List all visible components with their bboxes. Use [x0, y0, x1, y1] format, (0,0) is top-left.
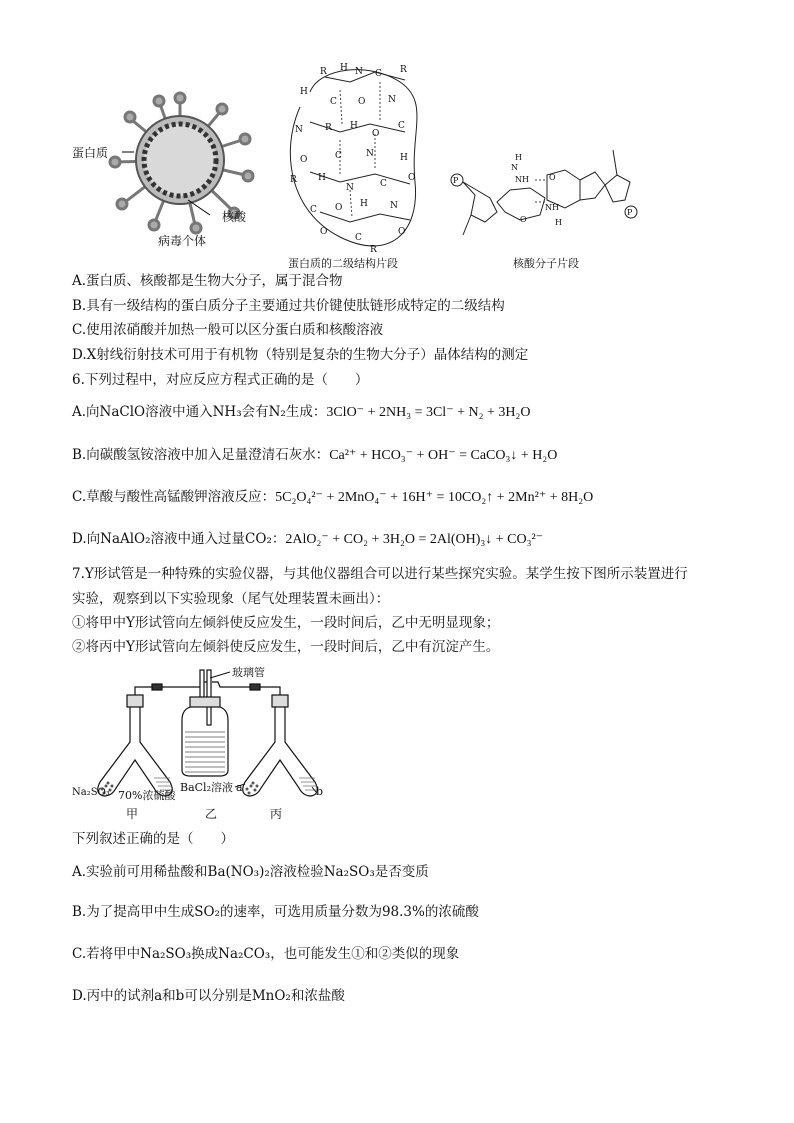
protein-secondary-structure-diagram: [280, 62, 435, 257]
q6-option-c-text: C.草酸与酸性高锰酸钾溶液反应：: [72, 489, 276, 505]
svg-text:O: O: [408, 173, 416, 183]
svg-text:R: R: [400, 65, 407, 75]
nucleic-acid-diagram: [435, 140, 655, 250]
svg-text:N: N: [390, 201, 398, 211]
svg-text:C: C: [310, 205, 317, 215]
nucleic-acid-caption: 核酸分子片段: [513, 257, 579, 270]
q7-option-a: A.实验前可用稀盐酸和Ba(NO₃)₂溶液检验Na₂SO₃是否变质: [72, 864, 429, 880]
svg-text:NH: NH: [545, 203, 559, 212]
glass-tube-label: 玻璃管: [232, 666, 265, 679]
svg-text:N: N: [366, 149, 374, 159]
svg-text:NH: NH: [515, 175, 529, 184]
svg-text:O: O: [372, 129, 380, 139]
svg-text:C: C: [398, 121, 405, 131]
svg-text:R: R: [320, 67, 327, 77]
q6-option-b-equation: Ca²⁺ + HCO₃⁻ + OH⁻ = CaCO₃↓ + H₂O: [329, 448, 558, 463]
q7-question: 下列叙述正确的是（ ）: [72, 831, 234, 847]
apparatus-bing-label: 丙: [270, 807, 283, 821]
q6-option-d-text: D.向NaAlO₂溶液中通入过量CO₂：: [72, 531, 286, 547]
q6-stem: 6.下列过程中，对应反应方程式正确的是（ ）: [72, 372, 369, 388]
svg-text:N: N: [355, 67, 363, 77]
q7-stem-line1: 7.Y形试管是一种特殊的实验仪器，与其他仪器组合可以进行某些探究实验。某学生按下图所示装置进行: [72, 566, 688, 582]
protein-label: 蛋白质: [72, 146, 109, 160]
q5-option-d: D.X射线衍射技术可用于有机物（特别是复杂的生物大分子）晶体结构的测定: [72, 347, 529, 363]
bacl2-label: BaCl₂溶液: [180, 781, 233, 794]
na2so3-label: Na₂SO₃: [72, 787, 110, 798]
q5-option-b: B.具有一级结构的蛋白质分子主要通过共价键使肽链形成特定的二级结构: [72, 298, 505, 314]
svg-text:P: P: [453, 176, 459, 185]
q7-observation-1: ①将甲中Y形试管向左倾斜使反应发生，一段时间后，乙中无明显现象；: [72, 615, 500, 631]
q6-option-b: [72, 445, 557, 466]
svg-text:C: C: [330, 97, 337, 107]
svg-text:H: H: [360, 199, 368, 209]
svg-text:O: O: [520, 215, 527, 224]
svg-text:O: O: [320, 227, 328, 237]
virus-caption: 病毒个体: [158, 234, 207, 248]
q7-option-b: B.为了提高甲中生成SO₂的速率，可选用质量分数为98.3%的浓硫酸: [72, 904, 479, 920]
q6-option-c: [72, 487, 593, 508]
q5-option-c: C.使用浓硝酸并加热一般可以区分蛋白质和核酸溶液: [72, 322, 384, 338]
q7-option-d: D.丙中的试剂a和b可以分别是MnO₂和浓盐酸: [72, 988, 345, 1004]
svg-text:C: C: [335, 151, 342, 161]
svg-text:H: H: [340, 63, 348, 73]
svg-text:C: C: [375, 69, 382, 79]
svg-text:R: R: [370, 245, 377, 255]
svg-text:O: O: [549, 173, 556, 182]
svg-text:H: H: [515, 153, 522, 162]
q7-stem-line2: 实验，观察到以下实验现象（尾气处理装置未画出）：: [72, 591, 390, 607]
svg-text:H: H: [350, 121, 358, 131]
svg-text:H: H: [318, 173, 326, 183]
q6-option-a: [72, 402, 530, 423]
q6-option-d-equation: 2AlO₂⁻ + CO₂ + 3H₂O = 2Al(OH)₃↓ + CO₃²⁻: [285, 532, 544, 547]
reagent-a-label: a: [236, 781, 243, 794]
apparatus-jia-label: 甲: [126, 807, 139, 821]
apparatus-yi-label: 乙: [205, 807, 218, 821]
svg-text:O: O: [335, 203, 343, 213]
q5-option-a: A.蛋白质、核酸都是生物大分子，属于混合物: [72, 273, 343, 289]
svg-text:H: H: [300, 87, 308, 97]
svg-text:C: C: [355, 233, 362, 243]
reagent-b-label: b: [316, 785, 324, 798]
q6-option-a-text: A.向NaClO溶液中通入NH₃会有N₂生成：: [72, 404, 327, 420]
svg-text:C: C: [380, 179, 387, 189]
svg-text:H: H: [555, 218, 562, 227]
nucleic-label: 核酸: [222, 210, 247, 224]
sulfuric-acid-label: 70%浓硫酸: [118, 789, 176, 802]
q6-option-a-equation: 3ClO⁻ + 2NH₃ = 3Cl⁻ + N₂ + 3H₂O: [326, 405, 531, 420]
svg-text:R: R: [290, 175, 297, 185]
q6-option-c-equation: 5C₂O₄²⁻ + 2MnO₄⁻ + 16H⁺ = 10CO₂↑ + 2Mn²⁺ + 8H₂O: [275, 490, 594, 505]
q6-option-d: [72, 529, 543, 550]
svg-text:N: N: [511, 163, 518, 172]
svg-text:O: O: [358, 97, 366, 107]
q6-option-b-text: B.向碳酸氢铵溶液中加入足量澄清石灰水：: [72, 447, 330, 463]
svg-text:R: R: [325, 123, 332, 133]
svg-text:N: N: [295, 125, 303, 135]
svg-text:O: O: [398, 227, 406, 237]
svg-text:H: H: [400, 153, 408, 163]
svg-text:N: N: [388, 95, 396, 105]
secondary-structure-caption: 蛋白质的二级结构片段: [288, 257, 398, 270]
q7-observation-2: ②将丙中Y形试管向左倾斜使反应发生，一段时间后，乙中有沉淀产生。: [72, 639, 500, 655]
svg-text:P: P: [627, 208, 633, 217]
svg-text:N: N: [346, 183, 354, 193]
q7-option-c: C.若将甲中Na₂SO₃换成Na₂CO₃，也可能发生①和②类似的现象: [72, 946, 460, 962]
svg-text:O: O: [300, 155, 308, 165]
